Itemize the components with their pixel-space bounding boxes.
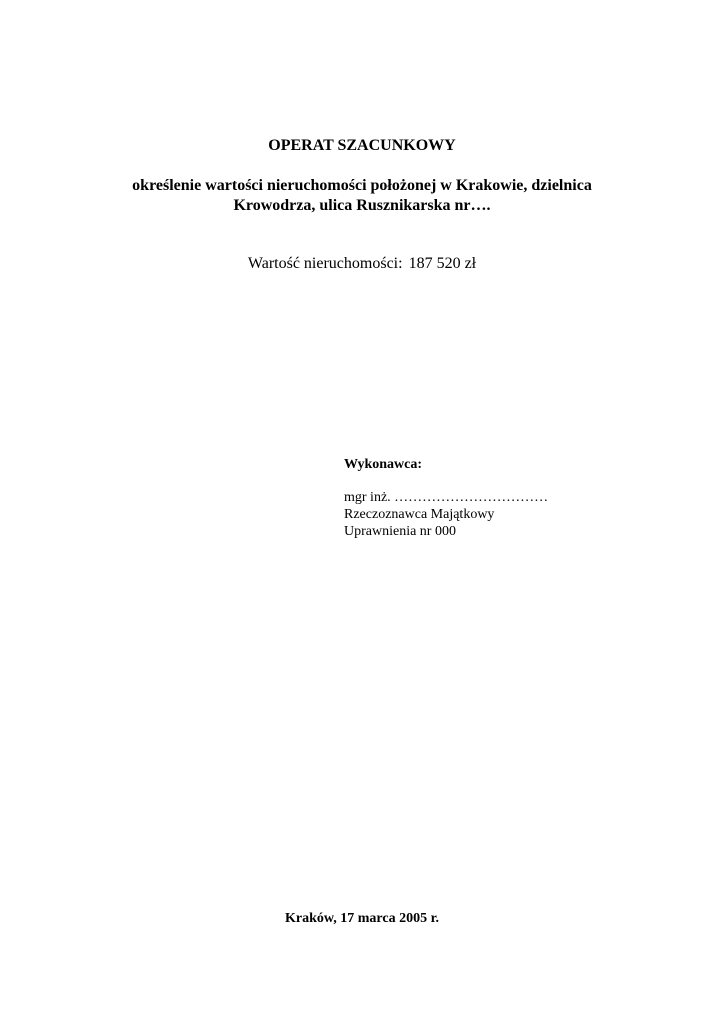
property-value-amount: 187 520 zł — [408, 255, 477, 272]
contractor-block — [344, 456, 664, 540]
contractor-role: Rzeczoznawca Majątkowy — [344, 507, 495, 522]
property-value-label: Wartość nieruchomości: — [247, 255, 403, 272]
document-title: OPERAT SZACUNKOWY — [268, 137, 456, 154]
place-and-date: Kraków, 17 marca 2005 r. — [285, 911, 439, 926]
subtitle-line-1: określenie wartości nieruchomości położonej w Krakowie, dzielnica — [132, 177, 592, 194]
subtitle-line-2: Krowodrza, ulica Rusznikarska nr…. — [233, 197, 491, 214]
contractor-name: mgr inż. …………………………… — [344, 490, 549, 505]
contractor-heading: Wykonawca: — [344, 457, 423, 472]
contractor-license: Uprawnienia nr 000 — [344, 524, 456, 539]
document-subtitle — [100, 176, 624, 216]
property-value — [0, 254, 724, 274]
